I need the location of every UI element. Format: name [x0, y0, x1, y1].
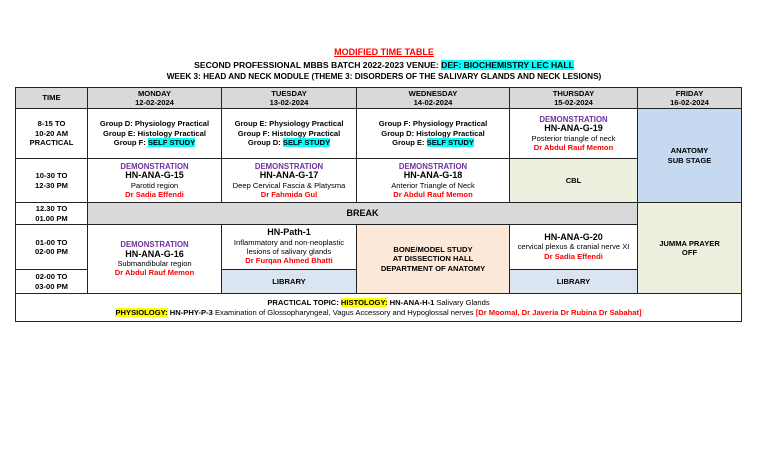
teacher-name: Dr Abdul Rauf Memon — [114, 268, 195, 278]
day-name: MONDAY — [137, 88, 172, 98]
demo-label: DEMONSTRATION — [398, 161, 468, 171]
break-cell: BREAK — [88, 203, 638, 225]
group-line: Group D: Physiology Practical — [99, 119, 210, 129]
teacher-name: Dr Abdul Rauf Memon — [533, 142, 614, 152]
time-text: 10-30 TO — [35, 171, 68, 181]
sub-stage-line: ANATOMY — [670, 146, 709, 156]
session-topic: lesions of salivary glands — [246, 247, 332, 256]
day-name: THURSDAY — [552, 88, 595, 98]
group-line — [224, 138, 354, 147]
week-module-line: WEEK 3: HEAD AND NECK MODULE (THEME 3: DISORDERS OF THE SALIVARY GLANDS AND NECK LESIONS) — [166, 72, 602, 81]
teacher-name: Dr Abdul Rauf Memon — [393, 189, 473, 199]
session-topic: cervical plexus & cranial nerve XI — [517, 242, 630, 252]
physiology-highlight: PHYSIOLOGY: — [115, 307, 168, 317]
self-study-highlight: SELF STUDY — [426, 138, 474, 148]
teacher-name: Dr Sadia Effendi — [544, 251, 603, 261]
time-cell — [16, 225, 88, 270]
tuesday-header — [222, 88, 357, 109]
group-line: Group D: Histology Practical — [381, 128, 485, 138]
header-row — [16, 88, 742, 109]
group-line: Group E: Histology Practical — [103, 128, 206, 138]
session-topic: Posterior triangle of neck — [531, 133, 616, 143]
teacher-name: Dr Sadia Effendi — [125, 189, 184, 199]
venue-highlight: DEF: BIOCHEMISTRY LEC HALL — [441, 60, 574, 70]
time-text: 02-00 TO — [35, 272, 68, 282]
thursday-demo-cell — [510, 109, 638, 159]
row-practical-topics — [16, 294, 742, 322]
wednesday-demo-cell — [357, 159, 510, 203]
day-date: 15-02-2024 — [554, 98, 593, 107]
demo-label: DEMONSTRATION — [120, 161, 189, 171]
monday-header — [88, 88, 222, 109]
session-topic: Submandibular region — [117, 259, 192, 268]
prayer-line: JUMMA PRAYER — [659, 238, 720, 248]
practical-topic-label: PRACTICAL TOPIC: — [267, 298, 341, 308]
histology-line — [18, 298, 739, 307]
time-text: 12.30 TO — [35, 204, 68, 214]
sub-stage-line: SUB STAGE — [667, 155, 712, 165]
anatomy-sub-stage-cell — [638, 109, 742, 203]
physiology-topic: Examination of Glossopharyngeal, Vagus Accessory and Hypoglossal nerves — [214, 307, 474, 317]
group-line: Group F: Histology Practical — [237, 128, 341, 138]
self-study-highlight: SELF STUDY — [282, 138, 331, 148]
session-code: HN-ANA-G-16 — [125, 248, 184, 259]
day-date: 13-02-2024 — [269, 98, 309, 107]
thursday-header — [510, 88, 638, 109]
study-line: AT DISSECTION HALL — [392, 254, 474, 264]
time-text: 12-30 PM — [35, 180, 68, 190]
session-code: HN-ANA-G-17 — [259, 170, 319, 181]
prayer-line: OFF — [681, 248, 698, 257]
bone-model-study-cell — [357, 225, 510, 294]
session-code: HN-ANA-G-18 — [403, 170, 463, 181]
time-text: 01.00 PM — [35, 213, 68, 223]
day-date: 12-02-2024 — [135, 98, 174, 107]
group-line: Group F: Physiology Practical — [378, 119, 488, 129]
time-cell — [16, 109, 88, 159]
thursday-session-cell — [510, 225, 638, 270]
timetable-title: MODIFIED TIME TABLE — [334, 47, 434, 57]
histology-code: HN-ANA-H-1 — [389, 298, 435, 308]
session-topic: Inflammatory and non-neoplastic — [233, 237, 345, 247]
physiology-teachers: [Dr Moomal, Dr Javeria Dr Rubina Dr Sabahat] — [475, 307, 642, 317]
jumma-prayer-cell — [638, 203, 742, 294]
timetable — [15, 87, 742, 322]
time-text: 01-00 TO — [35, 237, 68, 247]
session-code: HN-ANA-G-19 — [544, 123, 603, 134]
cbl-cell: CBL — [510, 159, 638, 203]
session-code: HN-ANA-G-20 — [544, 231, 603, 242]
wednesday-header — [357, 88, 510, 109]
time-cell — [16, 270, 88, 294]
group-line — [90, 138, 219, 147]
monday-demo-cell — [88, 159, 222, 203]
thursday-library-cell: LIBRARY — [510, 270, 638, 294]
demo-label: DEMONSTRATION — [254, 161, 324, 171]
tuesday-practical-cell — [222, 109, 357, 159]
group-line — [359, 138, 507, 147]
time-text: 02-00 PM — [35, 247, 68, 256]
tuesday-library-cell: LIBRARY — [222, 270, 357, 294]
study-line: BONE/MODEL STUDY — [393, 244, 473, 254]
study-line: DEPARTMENT OF ANATOMY — [380, 263, 486, 273]
day-name: TUESDAY — [271, 88, 307, 98]
friday-header — [638, 88, 742, 109]
session-code: HN-Path-1 — [267, 227, 311, 238]
practical-topics-cell — [16, 294, 742, 322]
row-break — [16, 203, 742, 225]
teacher-name: Dr Furqan Ahmed Bhatti — [245, 256, 333, 266]
time-cell — [16, 159, 88, 203]
time-cell — [16, 203, 88, 225]
day-date: 16-02-2024 — [670, 98, 709, 107]
row-demonstration — [16, 159, 742, 203]
teacher-name: Dr Fahmida Gul — [260, 189, 318, 199]
tuesday-pathology-cell — [222, 225, 357, 270]
batch-venue-line — [0, 60, 768, 70]
session-topic: Anterior Triangle of Neck — [391, 180, 475, 190]
session-code: HN-ANA-G-15 — [125, 170, 184, 181]
histology-highlight: HISTOLOGY: — [340, 298, 388, 308]
day-name: WEDNESDAY — [408, 88, 458, 98]
monday-demo-cell — [88, 225, 222, 294]
physiology-code: HN-PHY-P-3 — [169, 307, 213, 317]
wednesday-practical-cell — [357, 109, 510, 159]
time-text: PRACTICAL — [29, 138, 74, 148]
group-label: Group D: — [247, 138, 283, 148]
day-date: 14-02-2024 — [413, 98, 453, 107]
demo-label: DEMONSTRATION — [120, 240, 189, 250]
group-label: Group E: — [392, 138, 427, 148]
session-topic: Deep Cervical Fascia & Platysma — [232, 180, 346, 190]
monday-practical-cell — [88, 109, 222, 159]
session-topic: Parotid region — [130, 180, 179, 190]
tuesday-demo-cell — [222, 159, 357, 203]
histology-topic: Salivary Glands — [436, 298, 490, 308]
physiology-line — [18, 308, 739, 317]
time-text: 8-15 TO — [37, 119, 66, 129]
time-text: 03-00 PM — [35, 281, 68, 291]
demo-label: DEMONSTRATION — [539, 114, 608, 124]
day-name: FRIDAY — [675, 88, 704, 98]
time-header: TIME — [16, 88, 88, 109]
row-afternoon — [16, 225, 742, 270]
row-practical — [16, 109, 742, 159]
time-text: 10-20 AM — [34, 128, 69, 138]
batch-text: SECOND PROFESSIONAL MBBS BATCH 2022-2023 VENUE: — [194, 60, 442, 70]
group-line: Group E: Physiology Practical — [234, 119, 344, 129]
self-study-highlight: SELF STUDY — [147, 138, 196, 148]
group-label: Group F: — [113, 138, 148, 148]
